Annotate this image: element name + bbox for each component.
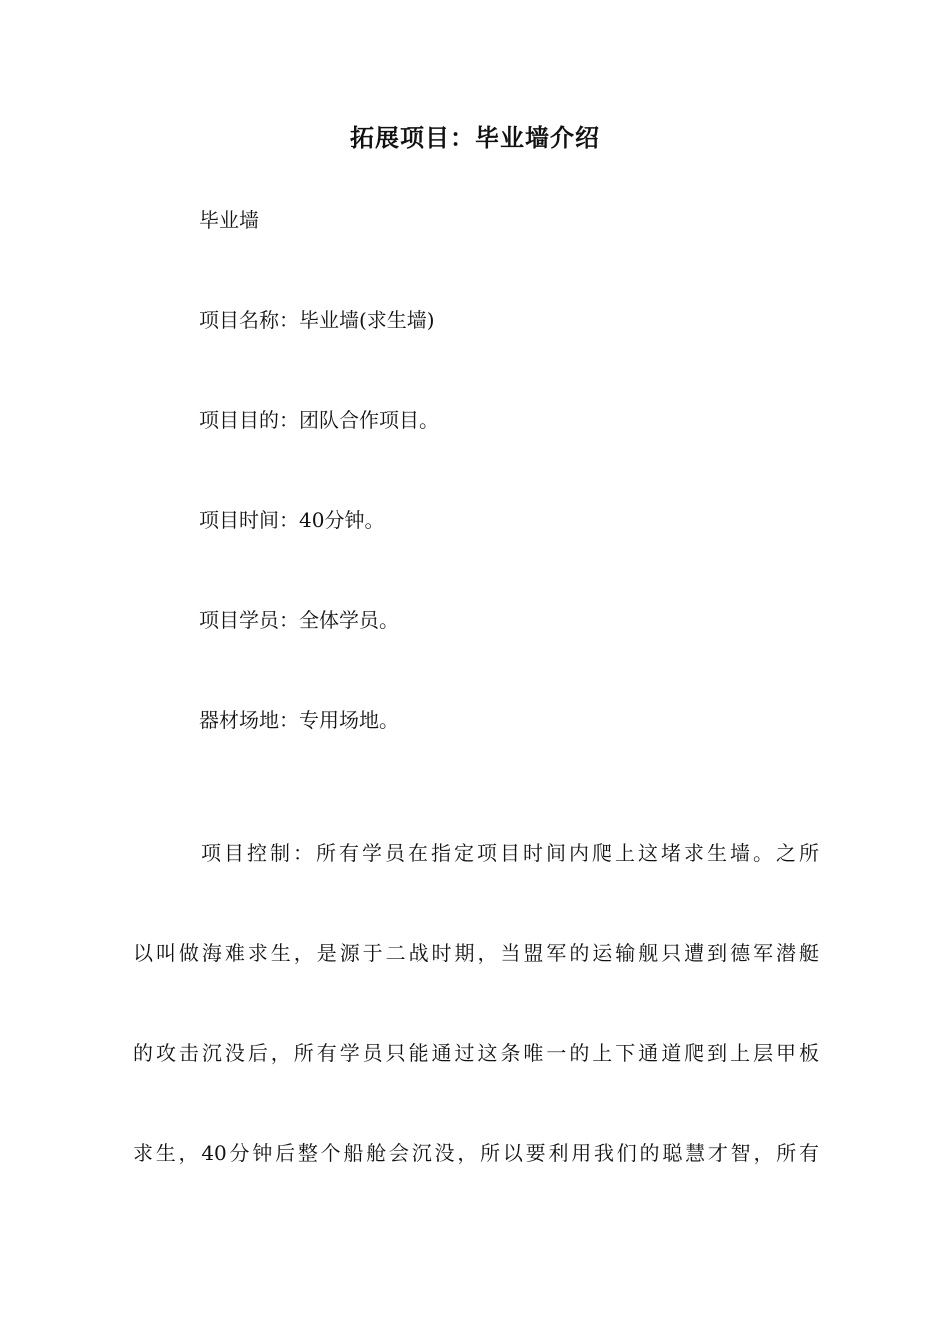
paragraph-line: 以叫做海难求生，是源于二战时期，当盟军的运输舰只遭到德军潜艇 bbox=[133, 941, 819, 965]
project-control-paragraph bbox=[133, 803, 819, 1203]
document-title: 拓展项目：毕业墙介绍 bbox=[350, 124, 600, 152]
paragraph-line: 求生，40分钟后整个船舱会沉没，所以要利用我们的聪慧才智，所有 bbox=[133, 1141, 819, 1165]
section-heading: 毕业墙 bbox=[199, 208, 259, 232]
field-equipment-site: 器材场地：专用场地。 bbox=[199, 708, 399, 732]
field-project-time: 项目时间：40分钟。 bbox=[199, 508, 385, 532]
field-project-trainees: 项目学员：全体学员。 bbox=[199, 608, 399, 632]
paragraph-line: 项目控制：所有学员在指定项目时间内爬上这堵求生墙。之所 bbox=[201, 841, 819, 865]
paragraph-line: 的攻击沉没后，所有学员只能通过这条唯一的上下通道爬到上层甲板 bbox=[133, 1041, 819, 1065]
field-project-purpose: 项目目的：团队合作项目。 bbox=[199, 408, 439, 432]
field-project-name: 项目名称：毕业墙(求生墙) bbox=[199, 308, 435, 332]
